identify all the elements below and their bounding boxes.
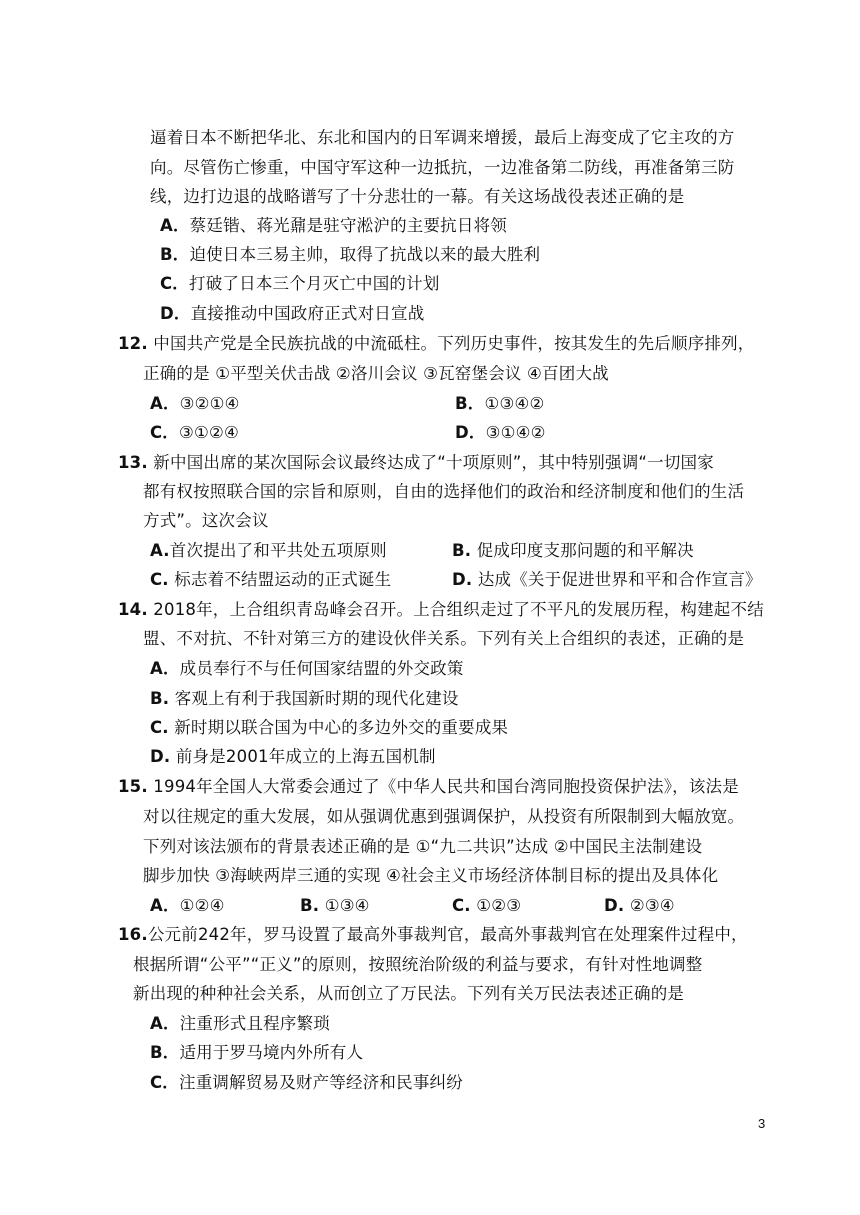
page-number: 3 [758, 1116, 766, 1131]
option-text: 注重调解贸易及财产等经济和民事纠纷 [179, 1073, 463, 1092]
option-letter: B． [160, 245, 190, 264]
q12-text: 中国共产党是全民族抗战的中流砥柱。下列历史事件，按其发生的先后顺序排列， [153, 334, 755, 353]
option-letter: C． [150, 1073, 180, 1092]
q11-option-c [160, 273, 440, 295]
option-text: ③①②④ [179, 423, 239, 442]
option-letter: B. [150, 689, 170, 708]
option-text: ①③④ [324, 896, 370, 915]
option-text: ①②④ [179, 896, 225, 915]
q16-text: 公元前242年，罗马设置了最高外事裁判官，最高外事裁判官在处理案件过程中， [147, 925, 748, 944]
option-letter: A． [150, 896, 180, 915]
q11-text-line: 线，边打边退的战略谱写了十分悲壮的一幕。有关这场战役表述正确的是 [150, 187, 685, 206]
option-text: ③②①④ [179, 394, 240, 413]
option-text: ③①④② [485, 423, 546, 442]
option-text: 达成《关于促进世界和平和合作宣言》 [477, 570, 762, 589]
option-letter: D. [452, 570, 473, 589]
q16-option-c [150, 1072, 463, 1094]
option-text: 迫使日本三易主帅，取得了抗战以来的最大胜利 [189, 245, 541, 264]
q15-option-b [300, 895, 370, 917]
q11-option-a [160, 215, 507, 237]
q11-option-b [160, 244, 540, 266]
option-text: ①③④② [484, 394, 545, 413]
option-text: 首次提出了和平共处五项原则 [169, 541, 387, 560]
q14-text: 2018年，上合组织青岛峰会召开。上合组织走过了不平凡的发展历程，构建起不结 [153, 600, 764, 619]
q13-option-a [150, 540, 387, 562]
q13-option-d [452, 569, 762, 591]
q15-text-line: 下列对该法颁布的背景表述正确的是 ①“九二共识”达成 ②中国民主法制建设 [143, 837, 703, 856]
q15-option-a [150, 895, 225, 917]
option-letter: A． [160, 216, 190, 235]
q12-text-line: 正确的是 ①平型关伏击战 ②洛川会议 ③瓦窑堡会议 ④百团大战 [143, 364, 609, 383]
q15-text-line: 脚步加快 ③海峡两岸三通的实现 ④社会主义市场经济体制目标的提出及具体化 [143, 866, 719, 885]
q12-option-d [455, 422, 546, 444]
option-letter: A. [150, 541, 170, 560]
q13-text-line: 都有权按照联合国的宗旨和原则，自由的选择他们的政治和经济制度和他们的生活 [143, 482, 745, 501]
q14-option-b [150, 688, 459, 710]
option-letter: B． [455, 394, 485, 413]
q11-text-line: 逼着日本不断把华北、东北和国内的日军调来增援，最后上海变成了它主攻的方 [150, 128, 735, 147]
q13-text: 新中国出席的某次国际会议最终达成了“十项原则”，其中特别强调“一切国家 [153, 453, 714, 472]
option-letter: D. [604, 896, 625, 915]
option-letter: C. [150, 718, 169, 737]
option-letter: B. [300, 896, 320, 915]
option-letter: A． [150, 1014, 180, 1033]
option-text: 适用于罗马境内外所有人 [179, 1043, 364, 1062]
option-text: ①②③ [476, 896, 522, 915]
option-letter: A． [150, 394, 180, 413]
option-letter: C． [160, 274, 190, 293]
option-text: 注重形式且程序繁琐 [179, 1014, 330, 1033]
option-text: 标志着不结盟运动的正式诞生 [174, 570, 392, 589]
q14-stem [118, 599, 764, 621]
q12-option-a [150, 393, 240, 415]
option-text: 促成印度支那问题的和平解决 [476, 541, 694, 560]
option-text: 客观上有利于我国新时期的现代化建设 [174, 689, 459, 708]
option-text: 直接推动中国政府正式对日宣战 [190, 304, 425, 323]
q16-option-b [150, 1042, 363, 1064]
q11-option-d [160, 303, 424, 325]
q14-option-d [150, 746, 436, 768]
q12-stem [118, 333, 755, 355]
q13-stem [118, 452, 714, 474]
option-letter: C. [452, 896, 471, 915]
q14-option-c [150, 717, 508, 739]
question-number: 13. [118, 453, 148, 472]
question-number: 15. [118, 777, 148, 796]
q15-stem [118, 776, 739, 798]
q13-option-c [150, 569, 391, 591]
option-text: 打破了日本三个月灭亡中国的计划 [189, 274, 440, 293]
question-number: 14. [118, 600, 148, 619]
question-number: 12. [118, 334, 148, 353]
q11-text-line: 向。尽管伤亡惨重，中国守军这种一边抵抗，一边准备第二防线，再准备第三防 [150, 158, 735, 177]
q16-text-line: 根据所谓“公平”“正义”的原则，按照统治阶级的利益与要求，有针对性地调整 [133, 955, 703, 974]
option-letter: A． [150, 659, 180, 678]
q15-option-d [604, 895, 675, 917]
q13-option-b [452, 540, 694, 562]
option-letter: C. [150, 570, 169, 589]
option-letter: D. [150, 747, 171, 766]
option-text: ②③④ [629, 896, 675, 915]
q15-text: 1994年全国人大常委会通过了《中华人民共和国台湾同胞投资保护法》，该法是 [153, 777, 739, 796]
q14-text-line: 盟、不对抗、不针对第三方的建设伙伴关系。下列有关上合组织的表述，正确的是 [143, 629, 745, 648]
q15-text-line: 对以往规定的重大发展，如从强调优惠到强调保护，从投资有所限制到大幅放宽。 [143, 807, 745, 826]
option-text: 前身是2001年成立的上海五国机制 [175, 747, 436, 766]
q12-option-c [150, 422, 239, 444]
option-text: 新时期以联合国为中心的多边外交的重要成果 [174, 718, 509, 737]
option-letter: D． [160, 304, 191, 323]
option-text: 蔡廷锴、蒋光鼐是驻守淞沪的主要抗日将领 [189, 216, 507, 235]
q16-text-line: 新出现的种种社会关系，从而创立了万民法。下列有关万民法表述正确的是 [133, 984, 685, 1003]
q14-option-a [150, 658, 464, 680]
option-letter: C． [150, 423, 180, 442]
option-letter: B. [452, 541, 472, 560]
option-text: 成员奉行不与任何国家结盟的外交政策 [179, 659, 464, 678]
q13-text-line: 方式”。这次会议 [143, 511, 269, 530]
option-letter: D． [455, 423, 486, 442]
question-number: 16. [118, 925, 148, 944]
q15-option-c [452, 895, 521, 917]
q16-stem [118, 924, 748, 946]
q16-option-a [150, 1013, 330, 1035]
option-letter: B． [150, 1043, 180, 1062]
q12-option-b [455, 393, 544, 415]
